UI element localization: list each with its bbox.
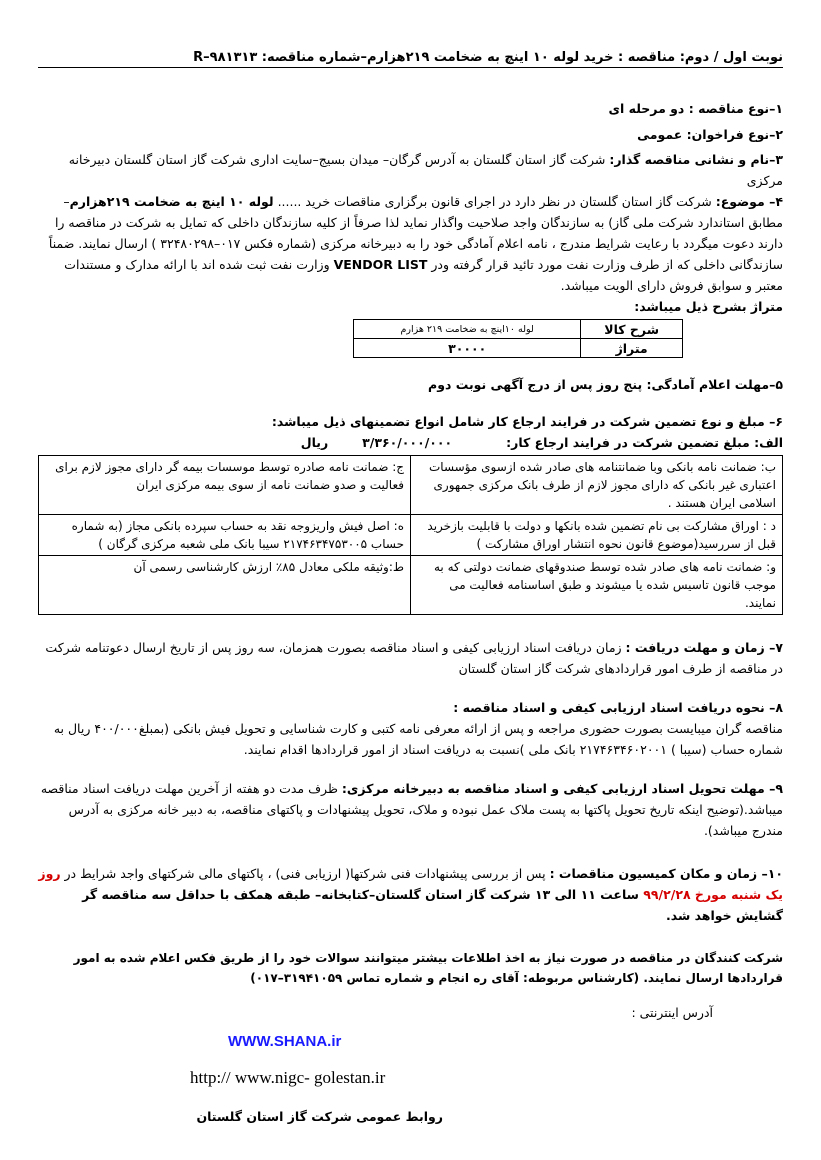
section-1 [38, 98, 783, 119]
call-type-label: ۲–نوع فراخوان: [686, 127, 783, 142]
shana-link[interactable]: WWW.SHANA.ir [228, 1033, 342, 1050]
table-row [39, 456, 783, 515]
goods-description-header: شرح کالا [581, 320, 683, 339]
organizer-value: شرکت گاز استان گلستان به آدرس گرگان– میدان بسیج–سایت اداری شرکت گاز استان گلستان دبیرخانه مرکزی [68, 152, 783, 188]
section-9 [38, 778, 783, 841]
guarantee-amount-unit: ریال [300, 435, 329, 450]
tender-type-label: ۱–نوع مناقصه : [688, 101, 783, 116]
section-8-heading: ۸– نحوه دریافت اسناد ارزیابی کیفی و اسناد مناقصه : [453, 700, 783, 715]
deadline-label: ۵–مهلت اعلام آمادگی: [646, 377, 783, 392]
quantity-intro: متراژ بشرح ذیل میباشد: [634, 299, 783, 314]
guarantee-amount-value: ۳/۳۶۰/۰۰۰/۰۰۰ [362, 435, 453, 450]
tender-document [38, 40, 783, 1127]
page-title: نوبت اول / دوم: مناقصه : خرید لوله ۱۰ اینچ به ضخامت ۲۱۹هزارم–شماره مناقصه: R–۹۸۱۳۱۳ [38, 50, 783, 68]
subject-label: ۴– موضوع: [715, 194, 783, 209]
receive-time-value: زمان دریافت اسناد ارزیابی کیفی و اسناد مناقصه بصورت همزمان، سه روز پس از تاریخ ارسال دعوتنامه شرکت در مناقصه از طرف امور قراردادهای شرکت گاز استان گلستان [45, 640, 783, 676]
commission-text-2: ساعت ۱۱ الی ۱۳ شرکت گاز استان گلستان–کتابخانه– طبقه همکف با حداقل سه مناقصه گر گشایش خواهد شد. [82, 887, 783, 923]
section-2 [38, 124, 783, 145]
subject-text-3: وزارت نفت ثبت شده اند با ارائه مدارک و مستندات معتبر و سوابق فروش دارای الویت میباشد. [64, 257, 783, 293]
guarantee-table [38, 455, 783, 615]
delivery-value: ظرف مدت دو هفته از آخرین مهلت دریافت اسناد مناقصه میباشد.(توضیح اینکه تاریخ تحویل پاکتها به پست ملاک عمل نبوده و ملاک، تحویل پیشنهادات و پاکتهای مناقصه، به دبیر خانه مرکزی به آدرس مندرج میباشد). [40, 781, 783, 838]
guarantee-cell: ه: اصل فیش واریزوجه نقد به حساب سپرده بانکی مجاز (به شماره حساب ۲۱۷۴۶۳۴۷۵۳۰۰۵ سیبا بانک ملی شعبه مرکزی گرگان ) [39, 515, 411, 556]
goods-description-value: لوله ۱۰اینچ به ضخامت ۲۱۹ هزارم [354, 320, 581, 339]
table-row [354, 339, 683, 358]
commission-label: ۱۰– زمان و مکان کمیسیون مناقصات : [549, 866, 783, 881]
section-7 [38, 637, 783, 679]
length-header: متراژ [581, 339, 683, 358]
section-5 [38, 374, 783, 395]
table-row [39, 515, 783, 556]
organizer-label: ۳–نام و نشانی مناقصه گذار: [609, 152, 783, 167]
guarantee-heading: ۶– مبلغ و نوع تضمین شرکت در فرایند ارجاع کار شامل انواع تضمینهای ذیل میباشد: [271, 414, 783, 429]
delivery-label: ۹– مهلت تحویل اسناد ارزیابی کیفی و اسناد مناقصه به دبیرخانه مرکزی: [341, 781, 783, 796]
contact-note: شرکت کنندگان در مناقصه در صورت نیاز به اخذ اطلاعات بیشتر میتوانند سوالات خود را از طریق فکس اعلام شده به امور قراردادها ارسال نمایند. (کارشناس مربوطه: آقای ره انجام و شماره تماس ۳۱۹۴۱۰۵۹–۰۱۷) [73, 951, 783, 985]
guarantee-cell: د : اوراق مشارکت بی نام تضمین شده بانکها و دولت با قابلیت بازخرید قبل از سررسید(موضوع قانون نحوه انتشار اوراق مشارکت ) [411, 515, 783, 556]
section-10 [38, 863, 783, 926]
guarantee-cell: ط:وثیقه ملکی معادل ۸۵٪ ارزش کارشناسی رسمی آن [39, 556, 411, 615]
call-type-value: عمومی [637, 127, 687, 142]
section-4 [38, 191, 783, 296]
subject-text-2: – مطابق استاندارد شرکت ملی گاز) به سازندگان واجد صلاحیت واگذار نماید لذا صرفاً از کلیه سازندگان داخلی که تمایل به شرکت در مناقصه را دارند دعوت میگردد با رعایت شرایط مندرج ، نامه اعلام آمادگی خود را به دبیرخانه مرکزی (شماره فکس ۰۱۷–۳۲۴۸۰۲۹۸ ) ارسال نمایند. ضمناً سازندگانی داخلی که از طرف وزارت نفت مورد تائید قرار گرفته ودر [48, 194, 783, 272]
website-link[interactable]: http:// www.nigc- golestan.ir [190, 1068, 386, 1087]
section-3 [38, 149, 783, 191]
guarantee-cell: و: ضمانت نامه های صادر شده توسط صندوقهای ضمانت دولتی که به موجب قانون تاسیس شده یا میشوند و طبق اساسنامه فعالیت می نمایند. [411, 556, 783, 615]
deadline-value: پنج روز پس از درج آگهی نوبت دوم [428, 377, 647, 392]
tender-type-value: دو مرحله ای [608, 101, 689, 116]
section-8-body: مناقصه گران میبایست بصورت حضوری مراجعه و پس از ارائه معرفی نامه کتبی و کارت شناسایی و تحویل فیش بانکی (بمبلغ۴۰۰/۰۰۰ ریال به شماره حساب (سیبا ) ۲۱۷۴۶۳۴۶۰۲۰۰۱ بانک ملی )نسبت به دریافت اسناد از امور قراردادها اقدام نمایند. [53, 721, 783, 757]
guarantee-cell: ب: ضمانت نامه بانکی وبا ضمانتنامه های صادر شده ازسوی مؤسسات اعتباری غیر بانکی که دارای مجوز لازم از طرف بانک مرکزی جمهوری اسلامی ایران هستند . [411, 456, 783, 515]
commission-date: روز یک شنبه مورخ ۹۹/۲/۲۸ [38, 866, 783, 902]
guarantee-amount-line [38, 432, 783, 453]
quantity-table [353, 319, 683, 358]
guarantee-cell: ج: ضمانت نامه صادره توسط موسسات بیمه گر دارای مجوز لازم برای فعالیت و صدو ضمانت نامه از سوی بیمه مرکزی ایران [39, 456, 411, 515]
table-row [354, 320, 683, 339]
table-row [39, 556, 783, 615]
internet-address-label: آدرس اینترنتی : [631, 1005, 713, 1020]
receive-time-label: ۷– زمان و مهلت دریافت : [625, 640, 783, 655]
vendor-list: VENDOR LIST [333, 257, 428, 272]
subject-item: لوله ۱۰ اینچ به ضخامت ۲۱۹هزارم [69, 194, 274, 209]
footer-signature: روابط عمومی شرکت گاز استان گلستان [196, 1109, 443, 1124]
commission-text-1: پس از بررسی پیشنهادات فنی شرکتها( ارزیابی فنی) ، پاکتهای مالی شرکتهای واجد شرایط در [60, 866, 550, 881]
guarantee-amount-label: الف: مبلغ تضمین شرکت در فرایند ارجاع کار: [506, 435, 783, 450]
length-value: ۳۰۰۰۰ [354, 339, 581, 358]
subject-text-1: شرکت گاز استان گلستان در نظر دارد در اجرای قانون برگزاری مناقصات خرید ...... [273, 194, 716, 209]
